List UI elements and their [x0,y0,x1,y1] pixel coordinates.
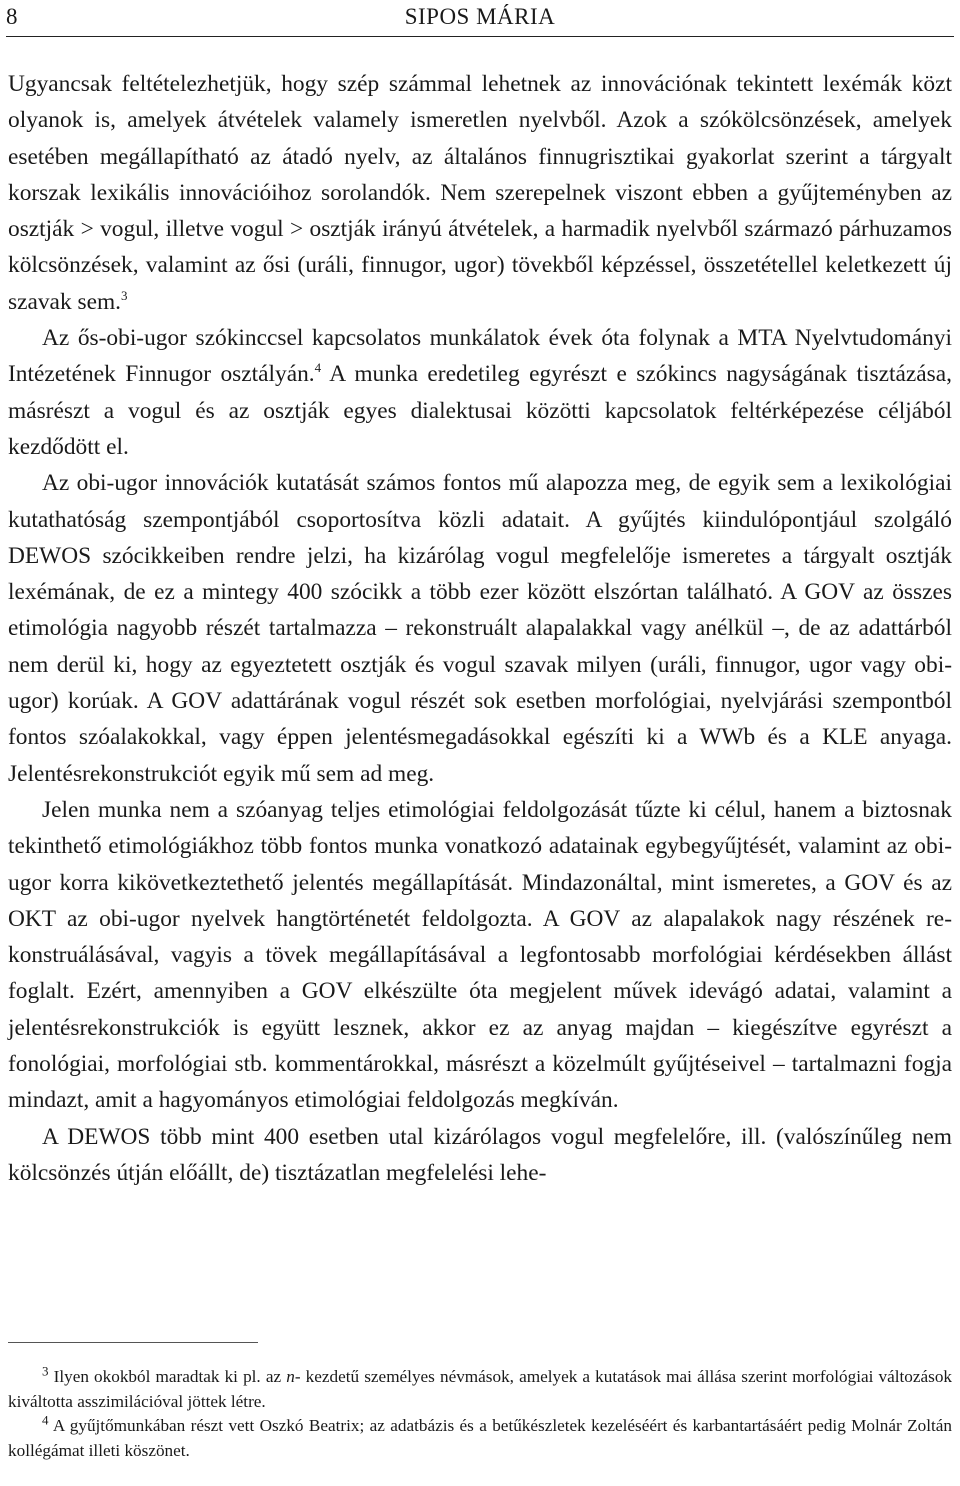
paragraph-2-text-b: A munka eredetileg egyrészt e szókincs nagyságának tisztázása, másrészt a vogul és az osztják egyes dialektusai közötti kapcsolatok feltérképezése céljából kezdődött el. [8,361,952,460]
running-head: SIPOS MÁRIA [404,4,556,29]
footnote-3-text-b: kezdetű személyes névmások, amelyek a kutatások mai állása szerint morfológiai változások kiváltotta asszimilációval jöttek létre. [8,1367,953,1411]
footnote-4-number: 4 [42,1412,49,1428]
page-header [6,2,954,37]
footnote-divider [8,1342,258,1343]
footnote-3-text-a: Ilyen okokból maradtak ki pl. az [53,1367,287,1386]
footnote-4-text: A gyűjtőmunkában részt vett Oszkó Beatrix; az adatbázis és a betűkészletek kezeléséért és karbantartásáért pedig Molnár Zoltán kollégámat illeti köszönet. [8,1416,952,1460]
page-number: 8 [6,4,18,29]
paragraph-5: A DEWOS több mint 400 esetben utal kizárólagos vogul megfelelőre, ill. (valószínűleg nem kölcsönzés útján előállt, de) tisztázatlan megfelelési lehe- [8,1123,952,1186]
paragraph-2 [8,320,952,465]
paragraph-1-text: Ugyancsak feltételezhetjük, hogy szép számmal lehetnek az innovációnak tekintett lexémák közt olyanok is, amelyek átvételek valamely ismeretlen nyelvből. Azok a szókölcsönzések, amelyek esetében megállapítható az átadó nyelv, az általános finnugrisztikai gyakorlat szerint a tárgyalt korszak lexikális innovációihoz sorolandók. Nem szerepelnek viszont ebben a gyűjteményben az osztják > vogul, illetve vogul > osztják irányú átvételek, a harmadik nyelvből származó párhuzamos kölcsönzések, valamint az ősi (uráli, finnugor, ugor) tövekből képzéssel, összetétellel keletkezett új szavak sem. [8,71,952,315]
paragraph-3: Az obi-ugor innovációk kutatását számos fontos mű alapozza meg, de egyik sem a lexikológiai kutathatóság szempontjából csoportosítva közli adatait. A gyűjtés kiindulópontjául szolgáló DEWOS szócikkeiben rendre jelzi, ha kizárólag vogul megfelelője ismeretes a tárgyalt osztják lexémának, de ez a mintegy 400 szócikk a több ezer között elszórtan található. A GOV az összes etimológia nagyobb részét tartalmazza – rekonstruált alapalakkal vagy anélkül –, de az adattárból nem derül ki, hogy az egyeztetett osztják és vogul szavak milyen (uráli, finnugor, ugor vagy obi-ugor) korúak. A GOV adattárának vogul részét sok esetben morfológiai, nyelvjárási szempontból fontos szóalakokkal, vagy éppen jelentésmegadásokkal egészíti ki a WWb és a KLE anyaga. Jelentésrekonstrukciót egyik mű sem ad meg. [8,470,952,787]
footnote-ref-3: 3 [121,287,128,303]
paragraph-1 [8,66,952,320]
footnote-3-emphasis: n- [286,1367,301,1386]
paragraph-2-text-a: Az ős-obi-ugor szókinccsel kapcsolatos munkálatok évek óta folynak a MTA Nyelvtudományi Intézetének Finnugor osztályán. [8,325,952,388]
footnote-4 [8,1414,952,1463]
footnote-3 [8,1365,952,1414]
footnote-3-number: 3 [42,1363,49,1379]
paragraph-4: Jelen munka nem a szóanyag teljes etimológiai feldolgozását tűzte ki célul, hanem a biztosnak tekinthető etimológiákhoz több fontos munka vonatkozó adatainak egybegyűjtését, valamint az obi-ugor korra kikövetkeztethető jelentés megállapítását. Mindazonáltal, mint ismeretes, a GOV és az OKT az obi-ugor nyelvek hangtörténetét feldolgozta. A GOV az alapalakok nagy részének rekonstruálásával, vagyis a tövek megállapításával a legfontosabb morfológiai kérdésekben állást foglalt. Ezért, amennyiben a GOV elkészülte óta megjelent művek idevágó adatai, valamint a jelentésrekonstrukciók is együtt lesznek, akkor ez az anyag majdan – kiegészítve egyrészt a fonológiai, morfológiai stb. kommentárokkal, másrészt a közelmúlt gyűjtéseivel – tartalmazni fogja mindazt, amit a hagyományos etimológiai feldolgozás megkíván. [8,796,952,1114]
footnotes [8,1365,952,1463]
body-text [8,66,952,1191]
footnote-ref-4: 4 [314,360,322,376]
